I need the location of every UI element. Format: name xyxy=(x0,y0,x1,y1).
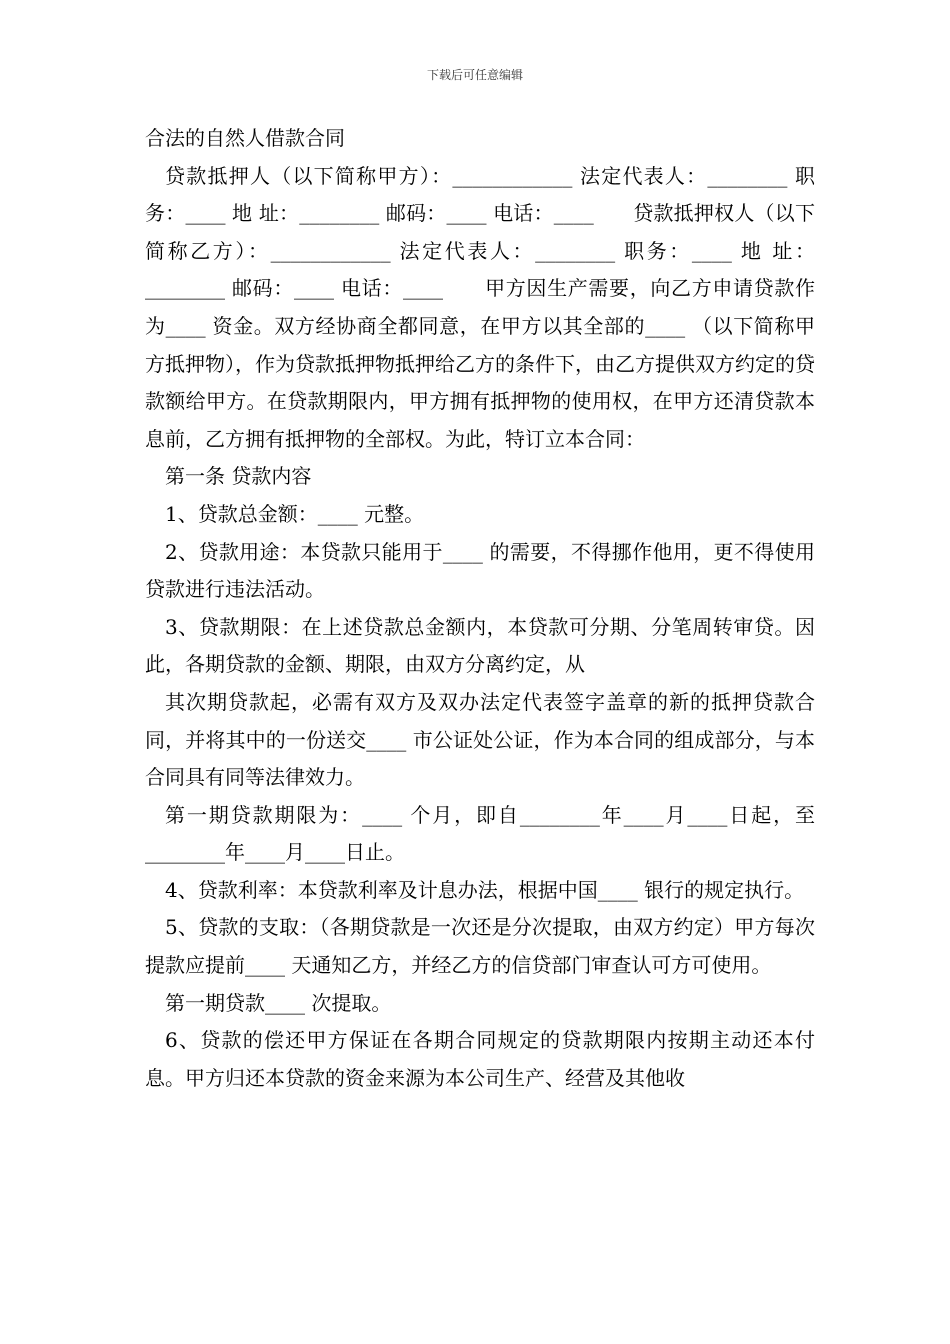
paragraph-clause-4-rate: 4、贷款利率：本贷款利率及计息办法，根据中国____ 银行的规定执行。 xyxy=(165,877,805,902)
document-body xyxy=(145,120,815,1097)
paragraph-clause-1-amount: 1、贷款总金额：____ 元整。 xyxy=(165,501,425,526)
paragraph-parties: 贷款抵押人（以下简称甲方）：____________ 法定代表人：________ 职务：____ 地 址：________ 邮码：____ 电话：____ 贷款抵押权人（以下简称乙方）：____________ 法定代表人：________ 职务：____ 地 址：________ 邮码：____ 电话：____ 甲方因生产需要，向乙方申请贷款作为____ 资金。双方经协商全都同意，在甲方以其全部的____ （以下简称甲方抵押物），作为贷款抵押物抵押给乙方的条件下，由乙方提供双方约定的贷款额给甲方。在贷款期限内，甲方拥有抵押物的使用权，在甲方还清贷款本息前，乙方拥有抵押物的全部权。为此，特订立本合同： xyxy=(145,163,815,451)
paragraph-first-withdrawal: 第一期贷款____ 次提取。 xyxy=(165,990,392,1015)
paragraph-clause-3-continued: 其次期贷款起，必需有双方及双办法定代表签字盖章的新的抵押贷款合同，并将其中的一份送交____ 市公证处公证，作为本合同的组成部分，与本合同具有同等法律效力。 xyxy=(145,689,815,790)
paragraph-first-term: 第一期贷款期限为：____ 个月，即自________年____月____日起，至________年____月____日止。 xyxy=(145,802,815,865)
document-title: 合法的自然人借款合同 xyxy=(145,126,345,150)
paragraph-clause-3-term: 3、贷款期限：在上述贷款总金额内，本贷款可分期、分笔周转审贷。因此，各期贷款的金额、期限，由双方分离约定，从 xyxy=(145,614,815,677)
page-header-note: 下载后可任意编辑 xyxy=(426,68,523,82)
paragraph-clause-2-purpose: 2、贷款用途：本贷款只能用于____ 的需要，不得挪作他用，更不得使用贷款进行违法活动。 xyxy=(145,539,815,602)
paragraph-clause-6-repayment: 6、贷款的偿还甲方保证在各期合同规定的贷款期限内按期主动还本付息。甲方归还本贷款的资金来源为本公司生产、经营及其他收 xyxy=(145,1028,815,1090)
paragraph-article-1-heading: 第一条 贷款内容 xyxy=(165,464,312,489)
paragraph-clause-5-withdrawal: 5、贷款的支取：（各期贷款是一次还是分次提取，由双方约定）甲方每次提款应提前____ 天通知乙方，并经乙方的信贷部门审查认可方可使用。 xyxy=(145,915,815,978)
